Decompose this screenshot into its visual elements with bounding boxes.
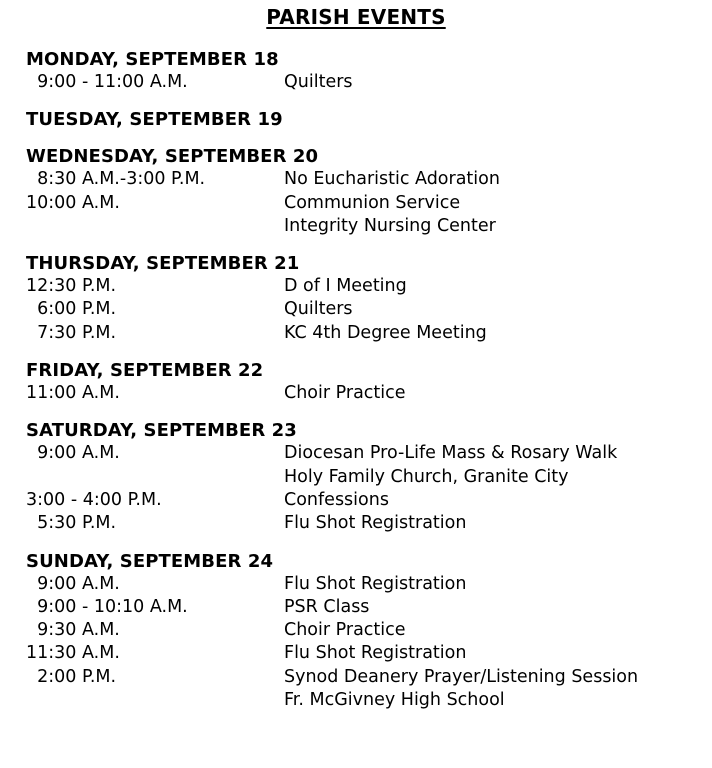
day-header: SATURDAY, SEPTEMBER 23 xyxy=(26,420,297,442)
event-row xyxy=(26,689,706,712)
day-section xyxy=(26,145,706,238)
event-time: 9:00 A.M. xyxy=(26,573,120,594)
event-row xyxy=(26,322,706,345)
event-row xyxy=(26,512,706,535)
event-description: Holy Family Church, Granite City xyxy=(284,466,569,487)
event-description: D of I Meeting xyxy=(284,276,407,297)
event-time xyxy=(26,466,284,489)
event-row xyxy=(26,298,706,321)
day-section xyxy=(26,419,706,535)
event-description: Quilters xyxy=(284,299,353,320)
event-description: Flu Shot Registration xyxy=(284,513,467,534)
event-description: Integrity Nursing Center xyxy=(284,215,496,236)
event-description: Synod Deanery Prayer/Listening Session xyxy=(284,666,639,687)
event-row xyxy=(26,71,706,94)
event-row xyxy=(26,215,706,238)
event-description: No Eucharistic Adoration xyxy=(284,169,500,190)
event-time: 11:00 A.M. xyxy=(26,383,120,404)
event-time: 3:00 - 4:00 P.M. xyxy=(26,489,162,510)
event-time: 9:00 - 11:00 A.M. xyxy=(26,72,188,92)
event-row xyxy=(26,168,706,191)
day-header: WEDNESDAY, SEPTEMBER 20 xyxy=(26,146,319,168)
event-description: KC 4th Degree Meeting xyxy=(284,322,487,343)
day-section xyxy=(26,550,706,713)
event-time: 2:00 P.M. xyxy=(26,666,117,687)
event-time: 5:30 P.M. xyxy=(26,513,117,534)
event-description: Diocesan Pro-Life Mass & Rosary Walk xyxy=(284,443,618,464)
event-time: 6:00 P.M. xyxy=(26,299,117,320)
day-header: MONDAY, SEPTEMBER 18 xyxy=(26,49,279,70)
event-time: 10:00 A.M. xyxy=(26,192,120,213)
event-description: Choir Practice xyxy=(284,383,406,404)
event-row xyxy=(26,666,706,689)
event-description: Fr. McGivney High School xyxy=(284,690,505,711)
day-section xyxy=(26,359,706,405)
day-header: TUESDAY, SEPTEMBER 19 xyxy=(26,109,283,131)
event-row xyxy=(26,466,706,489)
day-section xyxy=(26,48,706,94)
day-section xyxy=(26,108,706,131)
event-row xyxy=(26,489,706,512)
event-time: 9:00 - 10:10 A.M. xyxy=(26,596,188,617)
event-description: Confessions xyxy=(284,489,389,510)
event-time xyxy=(26,689,284,712)
event-description: Flu Shot Registration xyxy=(284,643,467,664)
event-row xyxy=(26,596,706,619)
event-row xyxy=(26,192,706,215)
events-list xyxy=(26,48,706,726)
event-row xyxy=(26,573,706,596)
page-title: PARISH EVENTS xyxy=(266,5,446,29)
event-time: 12:30 P.M. xyxy=(26,276,117,297)
day-section xyxy=(26,252,706,345)
day-header: FRIDAY, SEPTEMBER 22 xyxy=(26,360,264,382)
event-time: 7:30 P.M. xyxy=(26,322,117,343)
event-row xyxy=(26,442,706,465)
event-description: Communion Service xyxy=(284,192,461,213)
event-description: Flu Shot Registration xyxy=(284,573,467,594)
event-time: 11:30 A.M. xyxy=(26,643,120,664)
event-row xyxy=(26,619,706,642)
event-row xyxy=(26,382,706,405)
day-header: THURSDAY, SEPTEMBER 21 xyxy=(26,253,300,275)
event-row xyxy=(26,642,706,665)
event-description: PSR Class xyxy=(284,596,370,617)
event-row xyxy=(26,275,706,298)
event-description: Choir Practice xyxy=(284,620,406,641)
event-time: 8:30 A.M.-3:00 P.M. xyxy=(26,169,206,190)
event-time: 9:30 A.M. xyxy=(26,620,120,641)
event-time: 9:00 A.M. xyxy=(26,443,120,464)
day-header: SUNDAY, SEPTEMBER 24 xyxy=(26,550,274,572)
event-time xyxy=(26,215,284,238)
event-description: Quilters xyxy=(284,72,353,92)
